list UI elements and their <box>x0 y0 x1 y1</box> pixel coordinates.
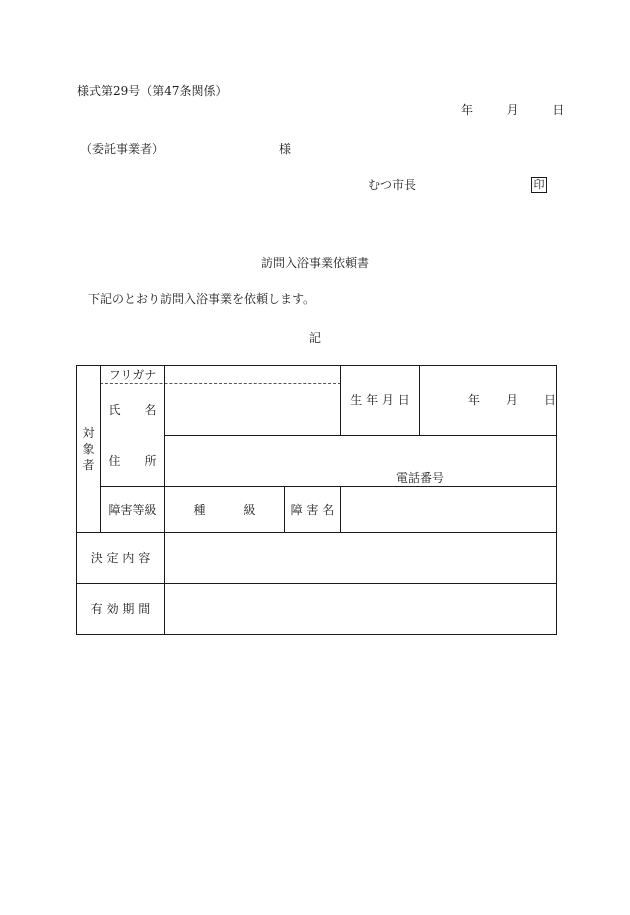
grade-label: 級 <box>243 502 256 517</box>
address-value[interactable] <box>165 436 556 486</box>
date-month: 月 <box>506 103 519 117</box>
disability-grade-label: 障害等級 <box>108 502 157 517</box>
intro-text: 下記のとおり訪問入浴事業を依頼します。 <box>88 292 316 306</box>
validity-value[interactable] <box>165 584 556 634</box>
kind-label: 種 <box>193 502 206 517</box>
furigana-label: フリガナ <box>108 367 157 382</box>
birthdate-label: 生 年 月 日 <box>350 393 410 407</box>
recipient-suffix: 様 <box>279 142 292 156</box>
birth-year: 年 <box>468 393 481 407</box>
seal-mark: 印 <box>531 177 547 193</box>
date-day: 日 <box>552 103 565 117</box>
kind-grade-value[interactable] <box>165 487 284 532</box>
phone-label: 電話番号 <box>395 471 444 485</box>
document-title: 訪問入浴事業依頼書 <box>260 256 369 270</box>
table-border-right <box>556 365 557 635</box>
recipient: （委託事業者） <box>80 142 165 156</box>
decision-value[interactable] <box>165 533 556 583</box>
address-label: 住 所 <box>108 454 157 468</box>
name-value[interactable] <box>165 384 340 435</box>
disability-name-value[interactable] <box>341 487 556 532</box>
subject-label <box>77 365 100 532</box>
issuer: むつ市長 <box>368 178 417 192</box>
validity-label: 有 効 期 間 <box>90 602 151 616</box>
issue-date <box>461 104 564 116</box>
decision-label: 決 定 内 容 <box>90 551 151 565</box>
table-border-bottom <box>76 634 557 635</box>
subject-char-1: 対 <box>82 425 95 440</box>
birth-month: 月 <box>506 393 519 407</box>
subject-char-2: 象 <box>82 441 95 456</box>
birth-day: 日 <box>544 393 557 407</box>
birthdate-value[interactable] <box>420 365 556 435</box>
subject-char-3: 者 <box>82 457 95 472</box>
name-label: 氏 名 <box>108 402 157 417</box>
ki-heading: 記 <box>308 331 321 345</box>
form-number: 様式第29号（第47条関係） <box>77 84 228 98</box>
disability-name-label: 障 害 名 <box>290 502 335 517</box>
date-year: 年 <box>461 103 474 117</box>
request-form-table <box>76 365 557 635</box>
